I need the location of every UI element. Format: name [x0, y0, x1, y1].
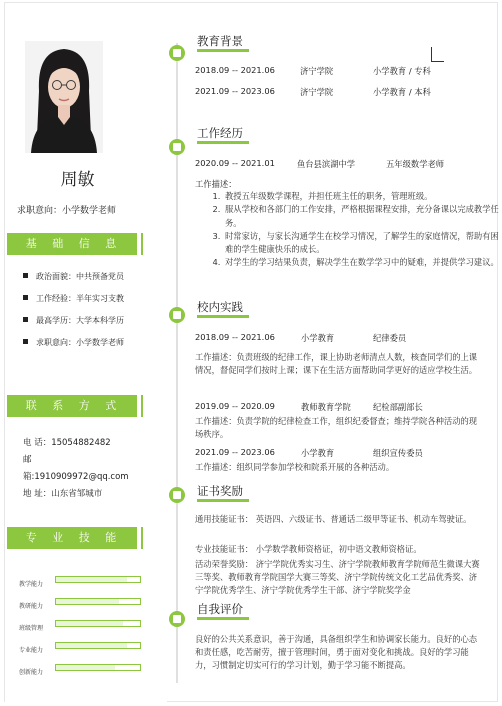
basic-info-list	[23, 271, 124, 359]
certificate-icon	[169, 487, 185, 503]
list-item: 最高学历：大学本科学历	[23, 315, 124, 337]
bullet-square-icon	[23, 273, 28, 278]
cert-line: 通用技能证书： 英语四、六级证书、普通话二级甲等证书、机动车驾驶证。	[195, 514, 472, 524]
email-text: 箱:1910909972@qq.com	[23, 472, 129, 482]
email-label: 邮	[23, 455, 32, 465]
work-desc-label: 工作描述：	[195, 179, 237, 189]
list-item: 2. 服从学校和各部门的工作安排，严格根据课程安排，充分备课以完成教学任务。	[223, 203, 499, 230]
heading-underline	[197, 315, 249, 318]
section-basic-info-header: 基 础 信 息	[11, 233, 137, 255]
portrait-image	[25, 41, 103, 153]
certs-heading: 证书奖励	[197, 484, 243, 498]
bullet-square-icon	[23, 339, 28, 344]
resume-page: 周敏 求职意向：小学数学老师 基 础 信 息 政治面貌：中共预备党员 工作经验：半年实习支教 最高学历：大学本科学历 求职意向：小学数学老师 联 系 方 式 电 话：15054882482 邮 箱:1910909972@qq.com 地 址：山东省邹城市 专 业 技 能 教学能力 教研能力 班级管理 专业能力 创新能力 教育背景 2018.09 -- 2021.06 济宁学院 小学教育 / 专科 2021.09 -- 2023.06 济宁学院 小学教育 / 本科 工作经历 2020.09 -- 2021.01 鱼台县滨湖中学 五年级数学老师 工作描述： 1. 教授五年级数学课程，并担任班主任的职务，管理班级。 2. 服从学校和各部门的工作安排，严格根据课程安排，充分备课以完成教学任务。 3. 时常家访，与家长沟通学生在校学习情况，了解学生的家庭情况，帮助有困难的学生健康快乐的成长。 4. 对学生的学习结果负责，解决学生在数学学习中的疑难，并提供学习建议。 校内实践 2018.09 -- 2021.06 小学教育 纪律委员 工作描述：负责班级的纪律工作，课上协助老师清点人数，核查同学们的上课情况，督促同学们按时上课；课下在生活方面帮助同学更好的适应学校生活。 2019.09 -- 2020.09 教师教育学院 纪检部副部长 工作描述：负责学院的纪律检查工作，组织纪委督查；维持学院各种活动的现场秩序。 2021.09 -- 2023.06 小学教育 组织宣传委员 工作描述：组织同学参加学校和院系开展的各种活动。 证书奖励 通用技能证书： 英语四、六级证书、普通话二级甲等证书、机动车驾驶证。 专业技能证书： 小学数学教师资格证，初中语文教师资格证。 活动荣誉奖励： 济宁学院优秀实习生、济宁学院教师教育学院师范生微课大赛三等奖、教师教育学院国学大赛三等奖、济宁学院传统文化工艺品优秀奖、济宁学院优秀学生、济宁学院优秀学生干部、济宁学院奖学金 自我评价 良好的公共关系意识，善于沟通，具备组织学生和协调家长能力。良好的心态和责任感，吃苦耐劳，擅于管理时间，勇于面对变化和挑战。良好的学习能力，习惯制定切实可行的学习计划，勤于学习能不断提高。	[4, 2, 498, 702]
heading-underline	[197, 617, 249, 620]
bullet-square-icon	[23, 317, 28, 322]
phone-text: 电 话：15054882482	[23, 438, 111, 448]
campus-heading: 校内实践	[197, 300, 243, 314]
building-icon	[169, 307, 185, 323]
profile-photo	[25, 41, 103, 153]
skill-bar	[55, 642, 141, 649]
list-item: 政治面貌：中共预备党员	[23, 271, 124, 293]
page-corner-mark	[431, 47, 444, 62]
list-item: 1. 教授五年级数学课程，并担任班主任的职务，管理班级。	[223, 190, 499, 203]
graduation-cap-icon	[169, 45, 185, 61]
person-icon	[169, 611, 185, 627]
education-heading: 教育背景	[197, 34, 243, 48]
contact-block	[23, 435, 153, 503]
heading-underline	[197, 141, 249, 144]
cert-line: 专业技能证书： 小学数学教师资格证，初中语文教师资格证。	[195, 544, 422, 554]
list-item: 3. 时常家访，与家长沟通学生在校学习情况，了解学生的家庭情况，帮助有困难的学生健康快乐的成长。	[223, 230, 499, 257]
skill-bar	[55, 598, 141, 605]
list-item: 4. 对学生的学习结果负责，解决学生在数学学习中的疑难，并提供学习建议。	[223, 256, 499, 269]
section-contact-header: 联 系 方 式	[11, 395, 137, 417]
heading-underline	[197, 499, 249, 502]
left-column: 周敏 求职意向：小学数学老师 基 础 信 息 政治面貌：中共预备党员 工作经验：半年实习支教 最高学历：大学本科学历 求职意向：小学数学老师 联 系 方 式 电 话：15054882482 邮 箱:1910909972@qq.com 地 址：山东省邹城市 专 业 技 能 教学能力 教研能力 班级管理 专业能力 创新能力	[5, 3, 167, 703]
skill-bar	[55, 576, 141, 583]
address-text: 地 址：山东省邹城市	[23, 489, 103, 499]
list-item: 工作经验：半年实习支教	[23, 293, 124, 315]
campus-desc: 工作描述：负责学院的纪律检查工作，组织纪委督查；维持学院各种活动的现场秩序。	[195, 416, 478, 439]
briefcase-icon	[169, 139, 185, 155]
job-intent: 求职意向：小学数学老师	[17, 206, 117, 216]
self-eval-heading: 自我评价	[197, 602, 243, 616]
bullet-square-icon	[23, 295, 28, 300]
self-eval-text: 良好的公共关系意识，善于沟通，具备组织学生和协调家长能力。良好的心态和责任感，吃苦耐劳，擅于管理时间，勇于面对变化和挑战。良好的学习能力，习惯制定切实可行的学习计划，勤于学习能不断提高。	[195, 634, 478, 670]
campus-desc: 工作描述：负责班级的纪律工作，课上协助老师清点人数，核查同学们的上课情况，督促同学们按时上课；课下在生活方面帮助同学更好的适应学校生活。	[195, 352, 478, 375]
heading-underline	[197, 49, 249, 52]
work-heading: 工作经历	[197, 126, 243, 140]
skill-bar	[55, 620, 141, 627]
cert-line: 活动荣誉奖励： 济宁学院优秀实习生、济宁学院教师教育学院师范生微课大赛三等奖、教师教育学院国学大赛三等奖、济宁学院传统文化工艺品优秀奖、济宁学院优秀学生、济宁学院优秀学生干部、济宁学院奖学金	[195, 559, 480, 595]
list-item: 求职意向：小学数学老师	[23, 337, 124, 359]
work-duties-list	[209, 190, 499, 270]
section-skills-header: 专 业 技 能	[11, 527, 137, 549]
skill-bar	[55, 664, 141, 671]
person-name: 周敏	[60, 170, 95, 190]
campus-desc: 工作描述：组织同学参加学校和院系开展的各种活动。	[195, 462, 395, 472]
